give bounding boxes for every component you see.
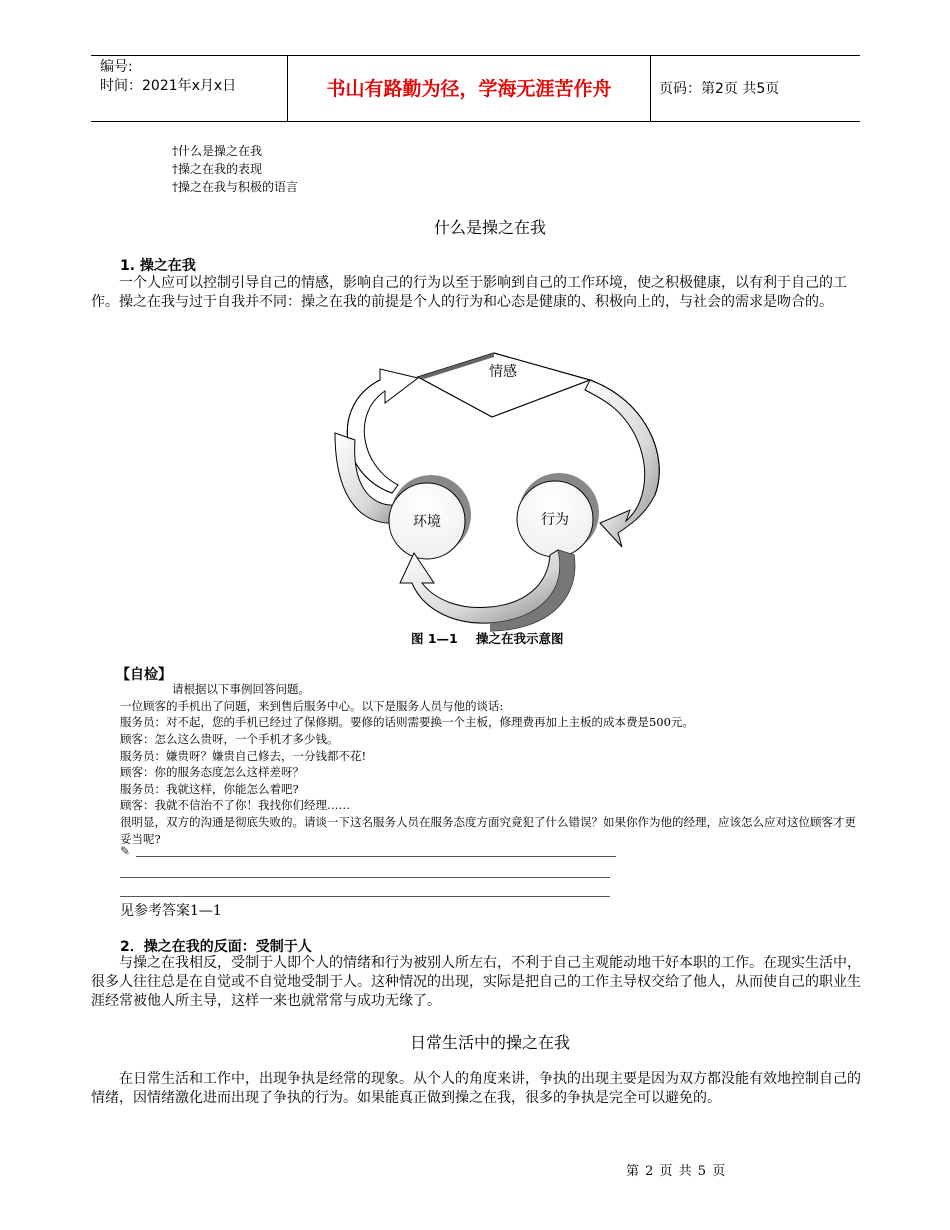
selfcheck-line: 一位顾客的手机出了问题，来到售后服务中心。以下是服务人员与他的谈话: [120,699,504,713]
action-label: 行为 [541,512,569,528]
section-title: 日常生活中的操之在我 [409,1033,570,1052]
paragraph: 一个人应可以控制引导自己的情感，影响自己的行为以至于影响到自己的工作环境，使之积极健康，以有利于自己的工作。操之在我与过于自我并不同：操之在我的前提是个人的行为和心态是健康的、积极向上的，与社会的需求是吻合的。 [91,275,847,310]
self-control-diagram [300,345,670,635]
section-title: 什么是操之在我 [433,218,546,237]
header-bottom-rule [91,121,860,122]
toc-item: †操之在我与积极的语言 [172,180,299,194]
figure-caption-number: 图 1—1 [411,631,458,646]
emotion-label: 情感 [489,364,517,380]
pencil-icon: ✎ [120,844,131,858]
environment-label: 环境 [413,514,441,530]
arrow-action-to-env [400,550,575,631]
selfcheck-line: 服务员：对不起，您的手机已经过了保修期。要修的话则需要换一个主板，修理费再加上主板的成本费是500元。 [120,715,694,729]
answer-reference: 见参考答案1—1 [120,903,222,919]
paragraph: 与操之在我相反，受制于人即个人的情绪和行为被别人所左右，不利于自己主观能动地干好本职的工作。在现实生活中，很多人往往总是在自觉或不自觉地受制于人。这种情况的出现，实际是把自己的工作主导权交给了他人，从而使自己的职业生涯经常被他人所主导，这样一来也就常常与成功无缘了。 [91,955,861,1009]
emotion-node [418,353,590,417]
paragraph: 在日常生活和工作中，出现争执是经常的现象。从个人的角度来讲，争执的出现主要是因为双方都没能有效地控制自己的情绪，因情绪激化进而出现了争执的行为。如果能真正做到操之在我，很多的争执是完全可以避免的。 [91,1071,861,1106]
header-time-label: 时间：2021年x月x日 [100,78,237,94]
selfcheck-line: 顾客：怎么这么贵呀，一个手机才多少钱。 [120,732,339,746]
header-divider-right [650,56,651,121]
header-divider-left [287,56,288,121]
answer-line [136,856,616,857]
header-page-info: 页码：第2页 共5页 [659,81,780,97]
selfcheck-prompt: 请根据以下事例回答问题。 [172,682,310,696]
selfcheck-line: 服务员：嫌贵呀？嫌贵自己修去，一分钱都不花! [120,749,367,763]
page-footer: 第 2 页 共 5 页 [626,1164,727,1179]
header-top-rule [91,55,860,56]
toc-item: †操之在我的表现 [172,162,263,176]
header-slogan: 书山有路勤为径，学海无涯苦作舟 [326,78,612,100]
selfcheck-title: 【自检】 [116,667,172,683]
selfcheck-line: 顾客：你的服务态度怎么这样差呀？ [120,765,304,779]
toc-item: †什么是操之在我 [172,144,263,158]
selfcheck-question: 很明显，双方的沟通是彻底失败的。请谈一下这名服务人员在服务态度方面究竟犯了什么错误？如果你作为他的经理，应该怎么应对这位顾客才更妥当呢? [120,815,856,846]
answer-line [120,896,610,897]
answer-line [120,877,610,878]
selfcheck-line: 顾客：我就不信治不了你！我找你们经理…… [120,798,350,812]
selfcheck-line: 服务员：我就这样，你能怎么着吧? [120,782,299,796]
header-number-label: 编号: [100,59,133,75]
subsection-title: 2．操之在我的反面：受制于人 [120,939,312,955]
subsection-title: 1. 操之在我 [120,258,196,274]
figure-caption-text: 操之在我示意图 [476,631,564,646]
